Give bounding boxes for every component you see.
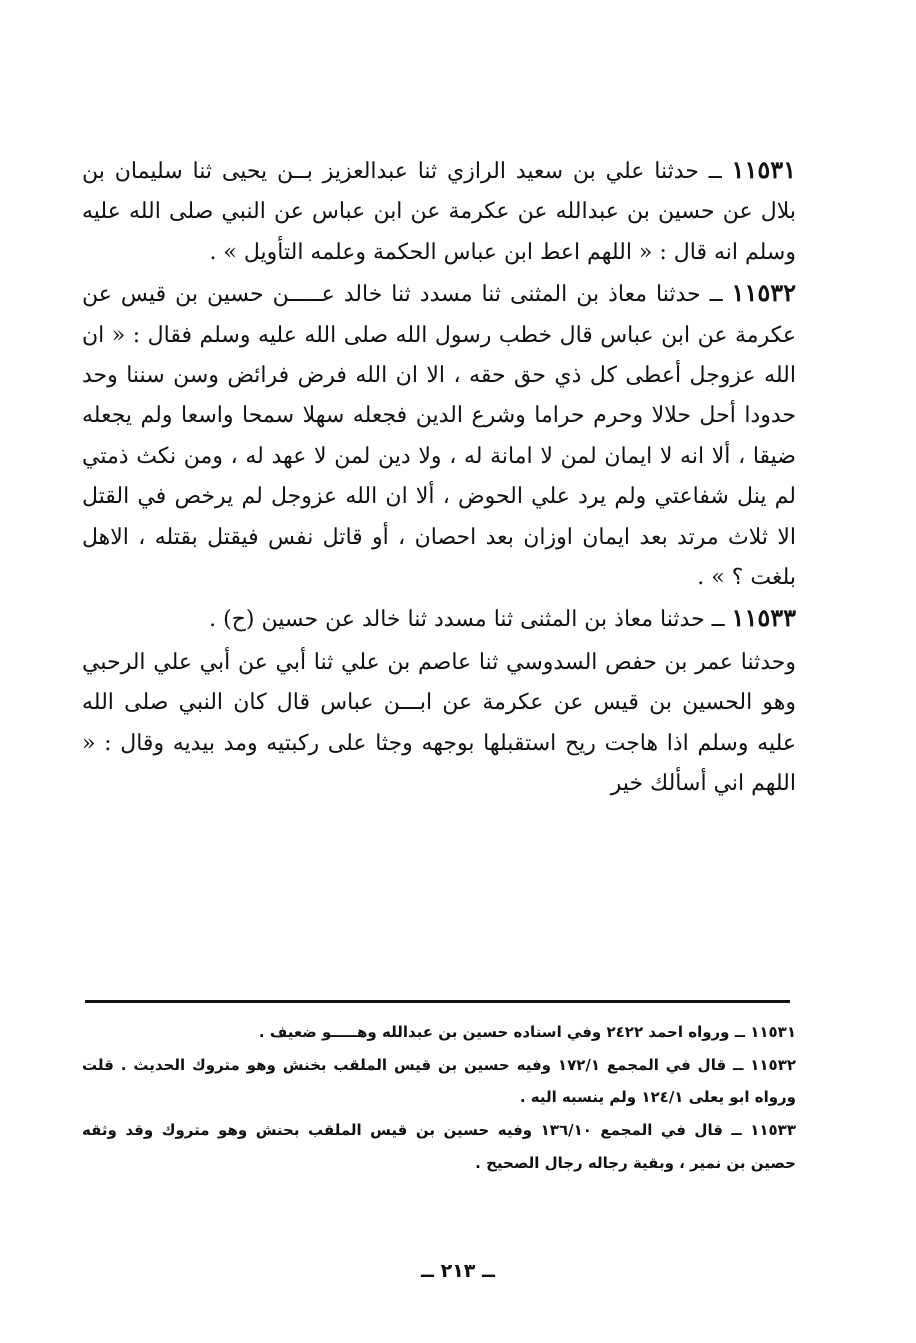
- hadith-text: ــ حدثنا علي بن سعيد الرازي ثنا عبدالعزيز بــن يحيى ثنا سليمان بن بلال عن حسين بن عبدالله عن عكرمة عن ابن عباس عن النبي صلى الله عليه وسلم انه قال : « اللهم اعط ابن عباس الحكمة وعلمه التأويل » .: [82, 159, 796, 265]
- hadith-number: ١١٥٣٣: [731, 603, 796, 633]
- hadith-number: ١١٥٣١: [731, 155, 796, 184]
- footnote-11533: ١١٥٣٣ ــ قال في المجمع ١٣٦/١٠ وفيه حسين بن قيس الملقب بحنش وهو متروك وقد وثقه حصين بن نمير ، وبقية رجاله رجال الصحيح .: [82, 1121, 796, 1172]
- main-text: [82, 150, 796, 805]
- hadith-text: ــ حدثنا معاذ بن المثنى ثنا مسدد ثنا خالد عـــــن حسين بن قيس عن عكرمة عن ابن عباس قال خطب رسول الله صلى الله عليه وسلم فقال : « ان الله عزوجل أعطى كل ذي حق حقه ، الا ان الله فرض فرائض وسن سننا وحد حدودا أحل حلالا وحرم حراما وشرع الدين فجعله سهلا سمحا واسعا ولم يجعله ضيقا ، ألا انه لا ايمان لمن لا امانة له ، ولا دين لمن لا عهد له ، ومن نكث ذمتي لم ينل شفاعتي ولم يرد علي الحوض ، ألا ان الله عزوجل لم يرخص في القتل الا ثلاث مرتد بعد ايمان اوزان بعد احصان ، أو قاتل نفس فيقتل بقتله ، الاهل بلغت ؟ » .: [82, 282, 796, 591]
- footnote-11531: ١١٥٣١ ــ ورواه احمد ٢٤٢٢ وفي اسناده حسين بن عبدالله وهـــــو ضعيف .: [258, 1023, 796, 1041]
- footnotes: [82, 1016, 796, 1180]
- footnote-divider: [85, 1000, 790, 1003]
- paragraph-11533: [82, 598, 796, 640]
- footnote-11532: ١١٥٣٢ ــ قال في المجمع ١٧٢/١ وفيه حسين بن قيس الملقب بخنش وهو متروك الحديث . قلت ورواه ابو يعلى ١٢٤/١ ولم ينسبه اليه .: [82, 1055, 797, 1107]
- page-number: ــ ٢١٣ ــ: [420, 1260, 495, 1282]
- paragraph-11532: [82, 273, 796, 598]
- paragraph-11531: [82, 150, 796, 273]
- hadith-number: ١١٥٣٢: [731, 278, 796, 308]
- hadith-text: ــ حدثنا معاذ بن المثنى ثنا مسدد ثنا خالد عن حسين (ح) .: [209, 607, 732, 633]
- hadith-text: وحدثنا عمر بن حفص السدوسي ثنا عاصم بن علي ثنا أبي عن أبي علي الرحبي وهو الحسين بن قيس عن عكرمة عن ابـــن عباس قال كان النبي صلى الله عليه وسلم اذا هاجت ريح استقبلها بوجهه وجثا على ركبتيه ومد بيديه وقال : « اللهم اني أسألك خير: [82, 649, 796, 797]
- paragraph-11533-continued: [82, 641, 796, 805]
